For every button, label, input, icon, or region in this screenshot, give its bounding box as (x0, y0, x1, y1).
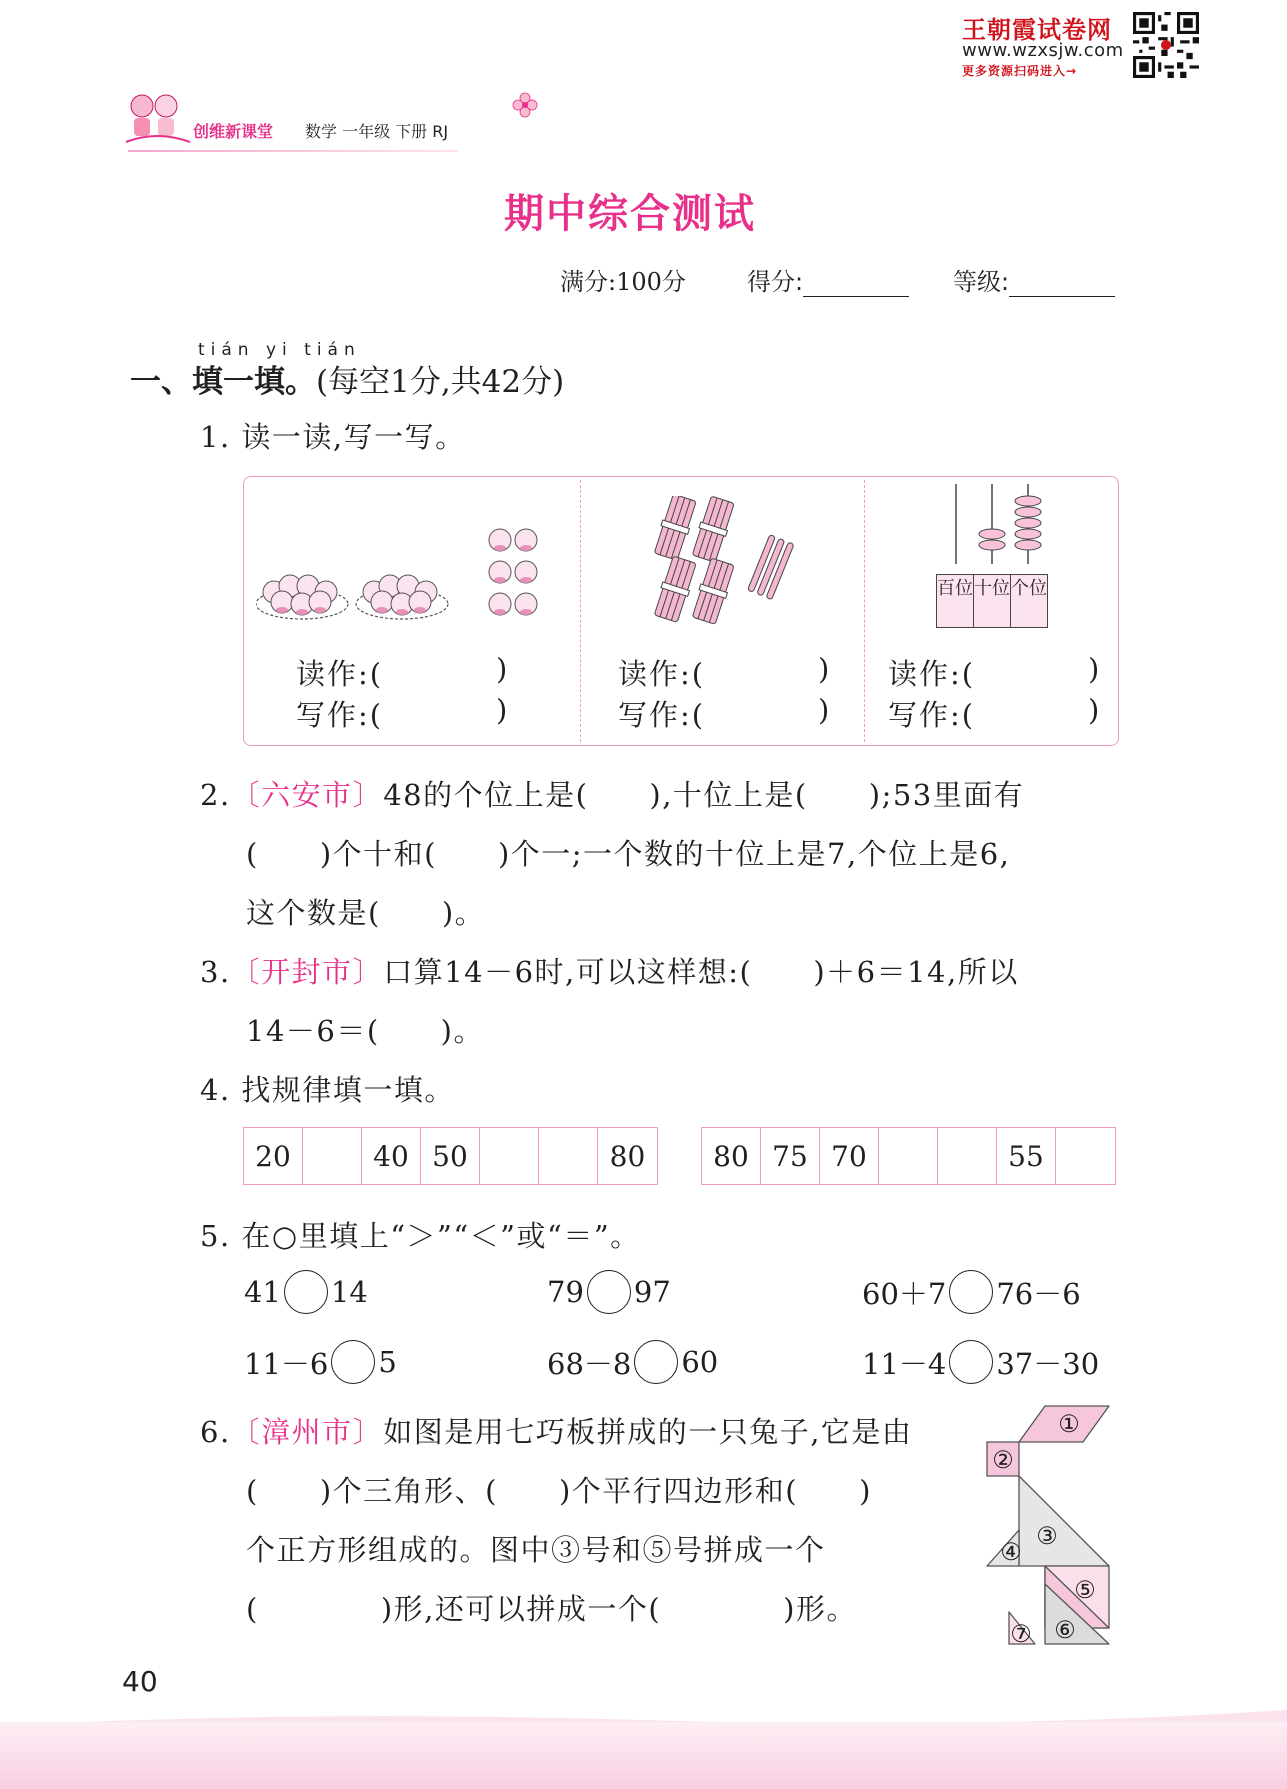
q4-prompt: 4. 找规律填一填。 (200, 1073, 455, 1107)
full-marks: 满分:100分 (560, 268, 686, 296)
abacus-illustration (930, 484, 1052, 566)
compare-right: 14 (330, 1275, 368, 1309)
write-field[interactable] (296, 693, 383, 734)
page-number: 40 (122, 1665, 158, 1698)
tangram-rabbit-figure (985, 1404, 1113, 1648)
tangram-label: ⑦ (1010, 1620, 1032, 1648)
compare-left: 60＋7 (862, 1276, 947, 1311)
brand-tagline: 更多资源扫码进入→ (962, 64, 1078, 78)
peaches-illustration (256, 516, 548, 634)
q2-text: 48的个位上是( ),十位上是( );53里面有 (383, 778, 1025, 812)
brand-url[interactable]: www.wzxsjw.com (962, 40, 1124, 61)
compare-item (862, 1270, 1081, 1314)
close-paren: ) (1088, 693, 1102, 727)
sequence-cell: 20 (244, 1128, 303, 1184)
q3-text: 口算14－6时,可以这样想:( )＋6＝14,所以 (383, 955, 1019, 989)
score-field[interactable] (747, 262, 909, 297)
compare-circle[interactable] (634, 1340, 678, 1384)
q3-line1 (200, 950, 1019, 991)
q1-prompt: 1. 读一读,写一写。 (200, 420, 466, 454)
footer-band (0, 1722, 1287, 1789)
write-field[interactable] (618, 693, 705, 734)
sequence-blank-cell[interactable] (303, 1128, 362, 1184)
mascot-children-icon (120, 88, 194, 148)
close-paren: ) (1088, 652, 1102, 686)
compare-circle[interactable] (949, 1270, 993, 1314)
compare-right: 37－30 (996, 1346, 1100, 1381)
q2-line3: 这个数是( )。 (246, 896, 486, 930)
read-field[interactable] (618, 652, 705, 693)
subject-info: 数学 一年级 下册 RJ (305, 122, 449, 141)
sequence-cell: 40 (362, 1128, 421, 1184)
sequence-blank-cell[interactable] (480, 1128, 539, 1184)
compare-right: 76－6 (996, 1276, 1081, 1311)
q6-line3: 个正方形组成的。图中③号和⑤号拼成一个 (246, 1533, 826, 1567)
section-note: (每空1分,共42分) (316, 364, 565, 400)
compare-item (547, 1340, 718, 1384)
section-pinyin: tián yi tián (198, 340, 361, 360)
sequence-cell: 80 (702, 1128, 761, 1184)
compare-item (244, 1340, 397, 1384)
compare-circle[interactable] (587, 1270, 631, 1314)
sequence-row-2 (701, 1127, 1116, 1185)
sequence-blank-cell[interactable] (1056, 1128, 1115, 1184)
compare-left: 11－6 (244, 1346, 329, 1381)
q6-number: 6. (200, 1415, 231, 1449)
q6-line2: ( )个三角形、( )个平行四边形和( ) (246, 1474, 872, 1508)
q2-line1 (200, 773, 1024, 814)
q5-prompt: 5. 在○里填上“＞”“＜”或“＝”。 (200, 1219, 641, 1253)
sequence-blank-cell[interactable] (938, 1128, 997, 1184)
abacus-label-ones: 个位 (1010, 574, 1048, 628)
page-title: 期中综合测试 (504, 191, 756, 237)
compare-item (547, 1270, 671, 1314)
section-title: 一、填一填。 (130, 364, 316, 400)
sequence-cell: 55 (997, 1128, 1056, 1184)
read-label: 读作:( (296, 657, 384, 691)
sequence-blank-cell[interactable] (879, 1128, 938, 1184)
q6-text: 如图是用七巧板拼成的一只兔子,它是由 (383, 1415, 913, 1449)
q3-number: 3. (200, 955, 231, 989)
tangram-label: ② (992, 1446, 1014, 1474)
score-label: 得分: (747, 268, 804, 296)
sequence-cell: 80 (609, 1139, 646, 1173)
write-field[interactable] (888, 693, 975, 734)
q2-number: 2. (200, 778, 231, 812)
close-paren: ) (818, 693, 832, 727)
q6-line4: ( )形,还可以拼成一个( )形。 (246, 1592, 857, 1626)
compare-left: 68－8 (547, 1346, 632, 1381)
tangram-label: ④ (1000, 1538, 1022, 1566)
brand-name: 王朝霞试卷网 (962, 16, 1112, 44)
score-blank[interactable] (803, 274, 909, 297)
q2-line2: ( )个十和( )个一;一个数的十位上是7,个位上是6, (246, 837, 1011, 871)
q2-source-tag: 〔六安市〕 (230, 778, 384, 812)
close-paren: ) (496, 693, 510, 727)
q6-line1 (200, 1410, 912, 1451)
read-field[interactable] (296, 652, 383, 693)
series-name: 创维新课堂 (193, 122, 274, 141)
compare-left: 11－4 (862, 1346, 947, 1381)
abacus-label-tens: 十位 (973, 574, 1010, 628)
compare-item (244, 1270, 368, 1314)
q3-source-tag: 〔开封市〕 (230, 955, 384, 989)
grade-blank[interactable] (1009, 274, 1115, 297)
compare-right: 60 (681, 1345, 719, 1379)
compare-circle[interactable] (331, 1340, 375, 1384)
compare-circle[interactable] (284, 1270, 328, 1314)
tangram-label: ⑥ (1054, 1616, 1076, 1644)
sequence-cell: 70 (820, 1128, 879, 1184)
section-heading (130, 356, 564, 401)
close-paren: ) (818, 652, 832, 686)
abacus-place-labels (936, 574, 1048, 628)
sequence-blank-cell[interactable] (539, 1128, 598, 1184)
sequence-row-1 (243, 1127, 658, 1185)
read-label: 读作:( (618, 657, 706, 691)
qr-code-icon[interactable] (1133, 12, 1199, 78)
tangram-label: ⑤ (1074, 1576, 1096, 1604)
sequence-cell: 75 (761, 1128, 820, 1184)
abacus-label-hundreds: 百位 (936, 574, 973, 628)
compare-right: 97 (633, 1275, 671, 1309)
panel-divider (580, 480, 581, 742)
tangram-label: ① (1058, 1410, 1080, 1438)
compare-item (862, 1340, 1099, 1384)
compare-right: 5 (378, 1345, 397, 1379)
q6-source-tag: 〔漳州市〕 (230, 1415, 384, 1449)
write-label: 写作:( (618, 698, 706, 732)
grade-label: 等级: (953, 268, 1010, 296)
tangram-label: ③ (1036, 1522, 1058, 1550)
grade-field[interactable] (953, 262, 1115, 297)
q3-line2: 14－6＝( )。 (246, 1014, 484, 1048)
write-label: 写作:( (888, 698, 976, 732)
read-field[interactable] (888, 652, 975, 693)
compare-left: 41 (244, 1275, 281, 1309)
compare-left: 79 (547, 1275, 584, 1309)
stick-bundles-illustration (646, 496, 816, 628)
panel-divider (864, 480, 865, 742)
close-paren: ) (496, 652, 510, 686)
sequence-cell: 50 (421, 1128, 480, 1184)
write-label: 写作:( (296, 698, 384, 732)
header-underline (128, 150, 458, 152)
read-label: 读作:( (888, 657, 976, 691)
compare-circle[interactable] (949, 1340, 993, 1384)
flower-icon (512, 92, 538, 118)
